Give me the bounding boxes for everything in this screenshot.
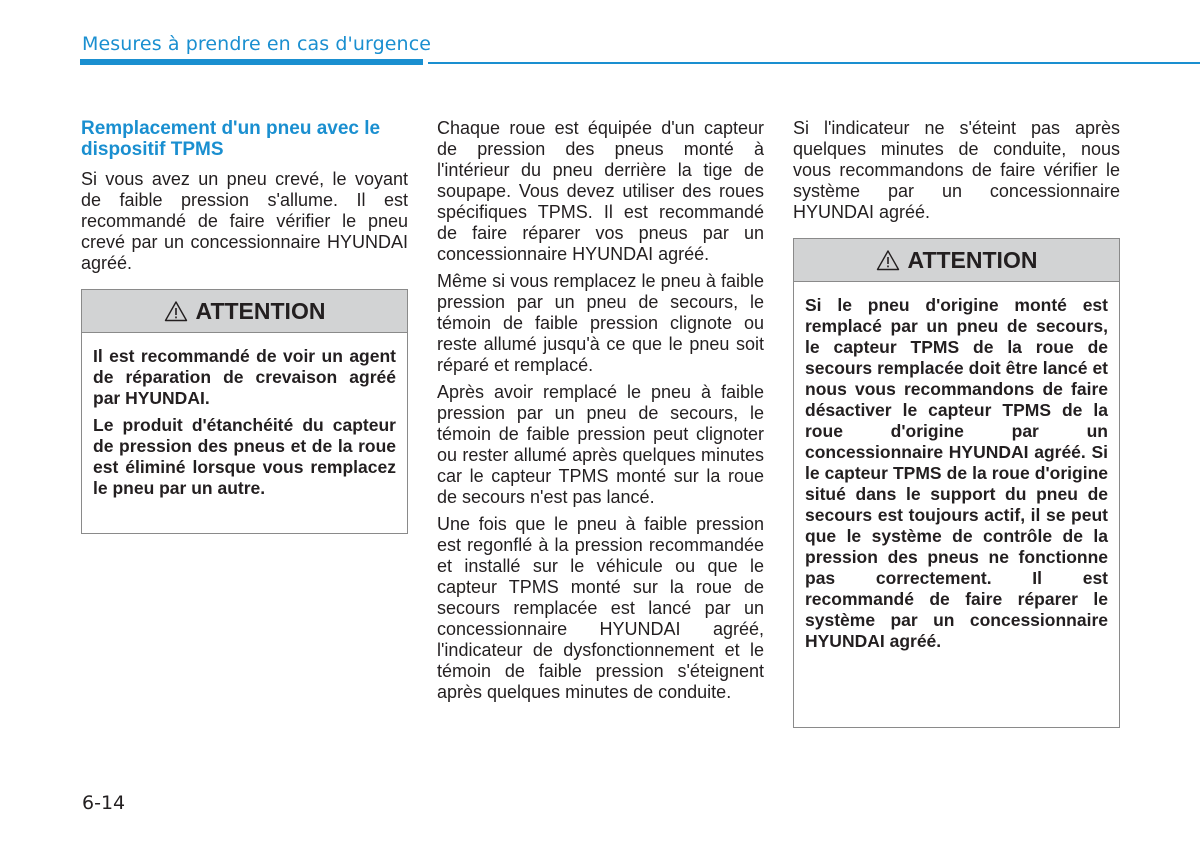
attention-box-1 xyxy=(81,289,408,534)
warning-triangle-icon xyxy=(164,300,188,322)
body-paragraph: Une fois que le pneu à faible pression est regonflé à la pression recommandée et installé sur le véhicule ou que le capteur TPMS monté sur la roue de secours remplacée est lancé par un concessionnaire HYUNDAI agréé, l'indicateur de dysfonctionnement et le témoin de faible pression s'éteignent après quelques minutes de conduite. xyxy=(437,514,764,702)
attention-paragraph: Il est recommandé de voir un agent de réparation de crevaison agréé par HYUNDAI. xyxy=(93,346,396,408)
column-1 xyxy=(81,118,408,534)
section-header-title: Mesures à prendre en cas d'urgence xyxy=(82,33,432,55)
column-3 xyxy=(793,118,1120,728)
attention-header xyxy=(794,239,1119,282)
attention-label: ATTENTION xyxy=(195,297,326,324)
attention-paragraph: Le produit d'étanchéité du capteur de pression des pneus et de la roue est éliminé lorsque vous remplacez le pneu par un autre. xyxy=(93,415,396,498)
intro-paragraph: Si vous avez un pneu crevé, le voyant de faible pression s'allume. Il est recommandé de faire vérifier le pneu crevé par un concessionnaire HYUNDAI agréé. xyxy=(81,169,408,273)
header-rule-thin xyxy=(428,62,1200,64)
attention-box-2 xyxy=(793,238,1120,728)
body-paragraph: Si l'indicateur ne s'éteint pas après quelques minutes de conduite, nous vous recommandons de faire vérifier le système par un concessionnaire HYUNDAI agréé. xyxy=(793,118,1120,222)
attention-label: ATTENTION xyxy=(907,246,1038,273)
body-paragraph: Après avoir remplacé le pneu à faible pression par un pneu de secours, le témoin de faible pression peut clignoter ou rester allumé après quelques minutes car le capteur TPMS monté sur la roue de secours n'est pas lancé. xyxy=(437,382,764,507)
attention-paragraph: Si le pneu d'origine monté est remplacé par un pneu de secours, le capteur TPMS de la roue de secours remplacée doit être lancé et nous vous recommandons de faire désactiver le capteur TPMS de la roue d'origine par un concessionnaire HYUNDAI agréé. Si le capteur TPMS de la roue d'origine situé dans le support du pneu de secours est toujours actif, il se peut que le système de contrôle de la pression des pneus ne fonctionne pas correctement. Il est recommandé de faire réparer le système par un concessionnaire HYUNDAI agréé. xyxy=(805,295,1108,651)
body-paragraph: Même si vous remplacez le pneu à faible pression par un pneu de secours, le témoin de faible pression clignote ou reste allumé jusqu'à ce que le pneu soit réparé et remplacé. xyxy=(437,271,764,375)
attention-body xyxy=(794,282,1119,662)
page-number: 6-14 xyxy=(82,792,126,814)
section-heading: Remplacement d'un pneu avec le dispositif TPMS xyxy=(81,118,381,160)
warning-triangle-icon xyxy=(876,249,900,271)
column-2 xyxy=(437,118,764,703)
attention-body xyxy=(82,333,407,509)
body-paragraph: Chaque roue est équipée d'un capteur de pression des pneus monté à l'intérieur du pneu derrière la tige de soupape. Vous devez utiliser des roues spécifiques TPMS. Il est recommandé de faire réparer vos pneus par un concessionnaire HYUNDAI agréé. xyxy=(437,118,764,264)
attention-header xyxy=(82,290,407,333)
header-rule-thick xyxy=(80,59,423,65)
